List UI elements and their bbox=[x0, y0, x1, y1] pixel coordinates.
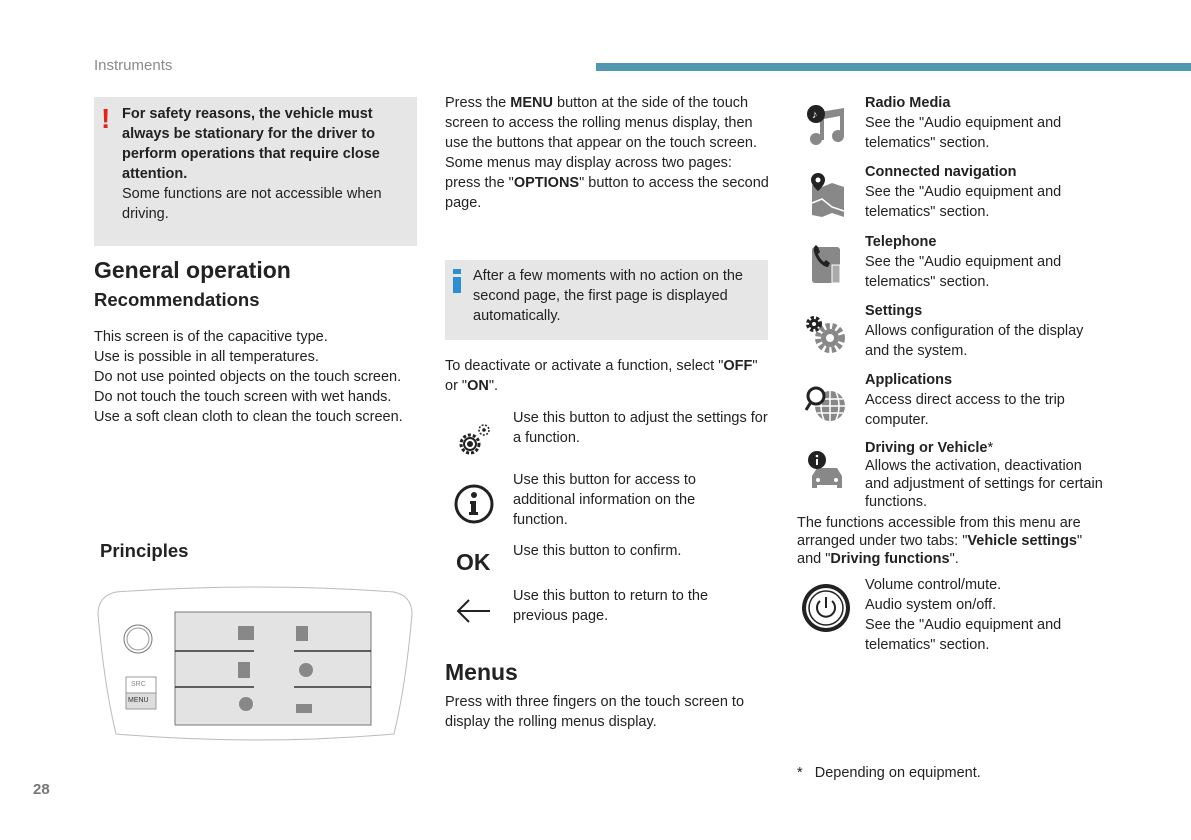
item-text: See the "Audio equipment and telematics" section. bbox=[865, 115, 1062, 151]
rec-line: Use is possible in all temperatures. bbox=[94, 349, 319, 365]
footnote-star: * bbox=[987, 440, 994, 456]
item-text: Access direct access to the trip computer. bbox=[865, 392, 1065, 428]
section-header: Instruments bbox=[94, 57, 173, 74]
back-button-desc: Use this button to return to the previous page. bbox=[513, 588, 709, 624]
options-keyword: OPTIONS bbox=[513, 175, 580, 191]
ok-icon: OK bbox=[456, 549, 491, 575]
navigation-icon bbox=[808, 173, 848, 217]
text: See the "Audio equipment and telematics" section. bbox=[865, 617, 1062, 653]
item-title: Settings bbox=[865, 303, 923, 319]
info-icon bbox=[453, 269, 461, 293]
item-text: Allows the activation, deactivation and adjustment of settings for certain functions. bbox=[865, 458, 1103, 510]
warning-icon: ! bbox=[101, 103, 111, 134]
vehicle-settings-keyword: Vehicle settings bbox=[967, 533, 1077, 549]
menu-item-settings bbox=[865, 301, 1105, 361]
rec-line: Do not touch the touch screen with wet hands. bbox=[94, 389, 392, 405]
principles-title: Principles bbox=[100, 540, 189, 561]
menu-item-applications bbox=[865, 370, 1105, 430]
safety-warning-box bbox=[94, 97, 417, 246]
src-button: SRC bbox=[131, 681, 146, 688]
item-title: Applications bbox=[865, 372, 953, 388]
tabs-note bbox=[797, 514, 1107, 568]
menus-title: Menus bbox=[445, 659, 518, 685]
general-operation-title: General operation bbox=[94, 257, 291, 283]
info-box bbox=[445, 260, 768, 340]
info-text: After a few moments with no action on the second page, the first page is displayed automatically. bbox=[473, 268, 743, 324]
text: Audio system on/off. bbox=[865, 597, 997, 613]
settings-button-desc: Use this button to adjust the settings for a function. bbox=[513, 410, 768, 446]
toggle-instructions bbox=[445, 356, 770, 396]
item-title: Connected navigation bbox=[865, 164, 1017, 180]
warning-bold-text: For safety reasons, the vehicle must always be stationary for the driver to perform operations that require close attention. bbox=[122, 106, 380, 182]
off-keyword: OFF bbox=[723, 358, 753, 374]
menu-keyword: MENU bbox=[510, 95, 553, 111]
menu-instructions bbox=[445, 93, 770, 213]
info-button-desc: Use this button for access to additional information on the function. bbox=[513, 472, 696, 528]
menu-item-radio-media bbox=[865, 93, 1105, 153]
text: button at the side of the touch screen to access the rolling menus display, then use the buttons that appear on the touch screen. bbox=[445, 95, 757, 151]
rec-line: Use a soft clean cloth to clean the touch screen. bbox=[94, 409, 403, 425]
item-text: Allows configuration of the display and the system. bbox=[865, 323, 1084, 359]
item-text: See the "Audio equipment and telematics" section. bbox=[865, 184, 1062, 220]
menu-item-navigation bbox=[865, 162, 1105, 222]
header-accent-bar bbox=[596, 63, 1191, 71]
menu-button: MENU bbox=[128, 697, 149, 704]
menu-item-telephone bbox=[865, 232, 1105, 292]
rec-line: This screen is of the capacitive type. bbox=[94, 329, 328, 345]
ok-button-desc: Use this button to confirm. bbox=[513, 543, 682, 559]
item-title: Telephone bbox=[865, 234, 937, 250]
text: To deactivate or activate a function, select " bbox=[445, 358, 724, 374]
text: ". bbox=[949, 551, 959, 567]
applications-globe-icon bbox=[804, 384, 848, 424]
text: Press the bbox=[445, 95, 511, 111]
menu-item-driving bbox=[865, 439, 1105, 511]
settings-icon bbox=[456, 422, 494, 458]
text: Some menus may display across two pages: press the " bbox=[445, 155, 732, 191]
svg-text:♪: ♪ bbox=[812, 109, 818, 121]
text: The functions accessible from this menu are arranged under two tabs: " bbox=[797, 515, 1081, 549]
menus-text: Press with three fingers on the touch screen to display the rolling menus display. bbox=[445, 694, 745, 730]
settings-gear-icon bbox=[804, 314, 848, 354]
text: " button to access the second page. bbox=[445, 175, 769, 211]
recommendations-title: Recommendations bbox=[94, 289, 260, 310]
power-description bbox=[865, 575, 1105, 655]
page-number: 28 bbox=[33, 781, 50, 798]
driving-functions-keyword: Driving functions bbox=[830, 551, 950, 567]
text: ". bbox=[488, 378, 499, 394]
text: " and " bbox=[797, 533, 1083, 567]
info-circle-icon bbox=[453, 483, 495, 525]
touchscreen-illustration bbox=[96, 584, 414, 744]
text: Volume control/mute. bbox=[865, 577, 1002, 593]
rec-line: Do not use pointed objects on the touch screen. bbox=[94, 369, 402, 385]
text: " or " bbox=[445, 358, 758, 394]
item-text: See the "Audio equipment and telematics" section. bbox=[865, 254, 1062, 290]
footnote: * Depending on equipment. bbox=[797, 765, 981, 781]
on-keyword: ON bbox=[467, 378, 489, 394]
recommendations-text bbox=[94, 327, 412, 427]
item-title: Radio Media bbox=[865, 95, 951, 111]
item-title: Driving or Vehicle bbox=[865, 440, 988, 456]
power-icon bbox=[800, 582, 852, 634]
radio-media-icon bbox=[806, 104, 848, 146]
driving-vehicle-icon bbox=[806, 450, 848, 492]
telephone-icon bbox=[808, 243, 844, 285]
warning-text: Some functions are not accessible when driving. bbox=[122, 186, 382, 222]
back-arrow-icon bbox=[455, 597, 491, 625]
